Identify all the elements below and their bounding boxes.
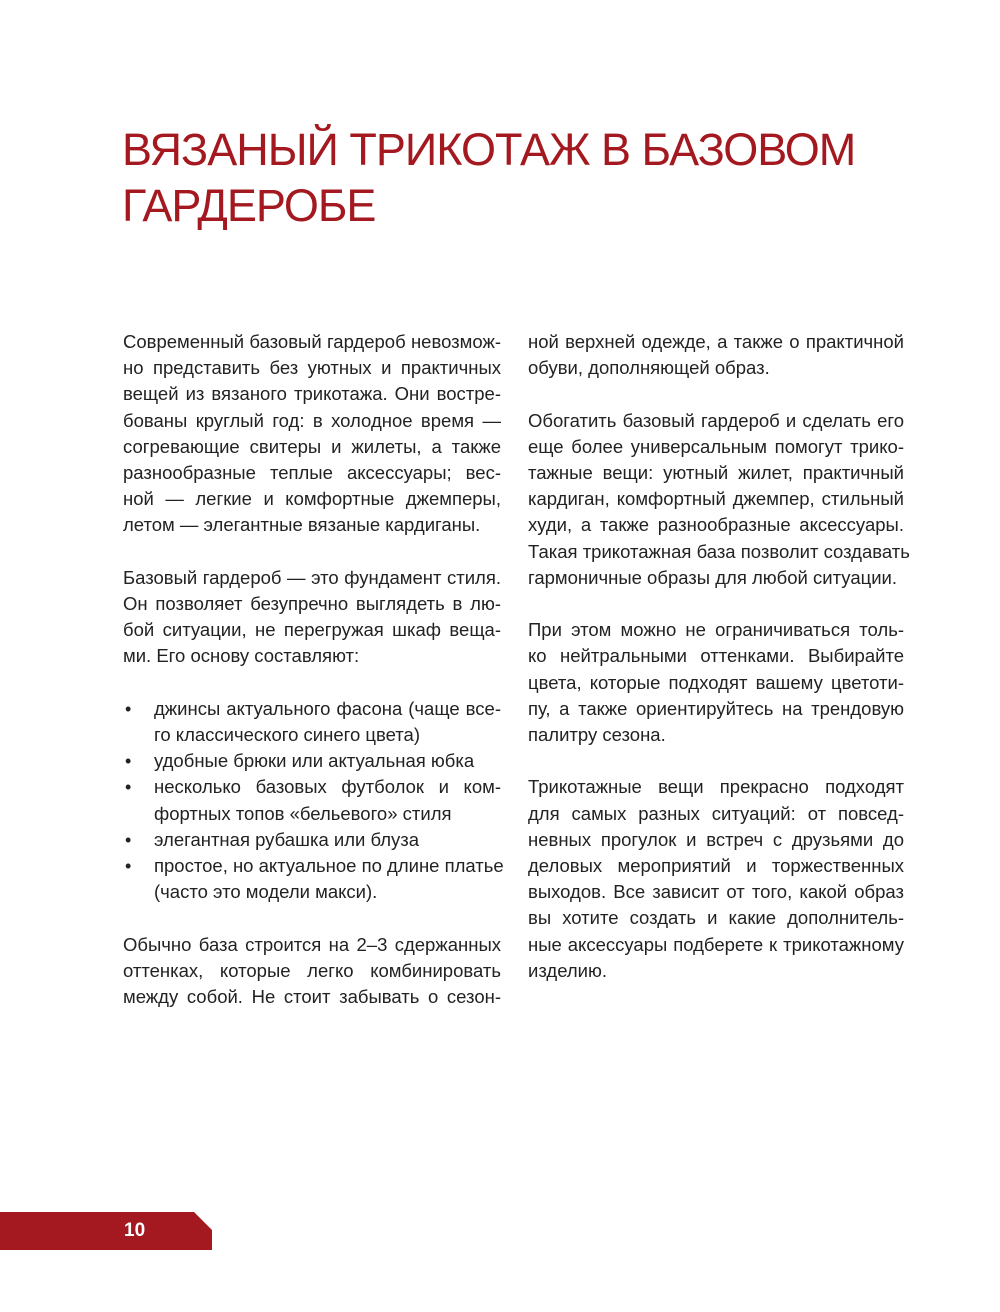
text-line: для самых разных ситуаций: от повсед- bbox=[528, 802, 904, 824]
list-item-line: простое, но актуальное по длине платье bbox=[154, 855, 504, 877]
text-line: ми. Его основу составляют: bbox=[123, 645, 360, 667]
text-line: Базовый гардероб — это фундамент стиля. bbox=[123, 566, 501, 588]
bullet-icon: • bbox=[125, 698, 132, 719]
color-base-paragraph bbox=[123, 932, 501, 1011]
list-item-line: го классического синего цвета) bbox=[154, 724, 420, 746]
situations-paragraph bbox=[528, 774, 904, 984]
text-line: ной верхней одежде, а также о практичной bbox=[528, 331, 904, 352]
page-title-line: ВЯЗАНЫЙ ТРИКОТАЖ В БАЗОВОМ bbox=[122, 124, 856, 175]
list-item bbox=[123, 827, 501, 853]
list-item bbox=[123, 853, 504, 905]
text-line: бованы круглый год: в холодное время — bbox=[123, 409, 501, 431]
list-item-line: (часто это модели макси). bbox=[154, 881, 378, 903]
bullet-icon: • bbox=[125, 856, 132, 877]
list-item bbox=[123, 696, 501, 748]
color-choice-paragraph bbox=[528, 617, 904, 748]
page-number-tab bbox=[0, 1212, 212, 1250]
text-line: Он позволяет безупречно выглядеть в лю- bbox=[123, 593, 501, 615]
page-number: 10 bbox=[124, 1220, 146, 1241]
list-item-line: элегантная рубашка или блуза bbox=[154, 828, 420, 850]
wardrobe-basics-paragraph bbox=[123, 565, 501, 670]
bullet-icon: • bbox=[125, 751, 132, 772]
page-title bbox=[122, 122, 902, 234]
text-line: кардиган, комфортный джемпер, стильный bbox=[528, 488, 904, 510]
text-line: изделию. bbox=[528, 959, 608, 981]
bullet-icon: • bbox=[125, 829, 132, 850]
text-line: вы хотите создать и какие дополнитель- bbox=[528, 907, 904, 929]
right-column bbox=[528, 329, 910, 1010]
text-line: худи, а также разнообразные аксессуары. bbox=[528, 514, 904, 536]
text-line: Обогатить базовый гардероб и сделать его bbox=[528, 409, 904, 431]
text-line: пу, а также ориентируйтесь на трендовую bbox=[528, 697, 904, 719]
text-line: между собой. Не стоит забывать о сезон- bbox=[123, 986, 501, 1008]
text-line: обуви, дополняющей образ. bbox=[528, 357, 770, 379]
list-item-line: джинсы актуального фасона (чаще все- bbox=[154, 697, 501, 719]
text-line: Трикотажные вещи прекрасно подходят bbox=[528, 776, 904, 798]
text-line: ной — легкие и комфортные джемперы, bbox=[123, 488, 501, 510]
text-line: палитру сезона. bbox=[528, 724, 666, 746]
bullet-icon: • bbox=[125, 777, 132, 798]
intro-paragraph bbox=[123, 329, 501, 539]
text-line: Современный базовый гардероб невозмож- bbox=[123, 331, 501, 352]
text-line: оттенках, которые легко комбинировать bbox=[123, 959, 501, 981]
text-line: цвета, которые подходят вашему цветоти- bbox=[528, 671, 904, 693]
text-line: тажные вещи: уютный жилет, практичный bbox=[528, 462, 904, 483]
list-item-line: удобные брюки или актуальная юбка bbox=[154, 750, 475, 772]
list-item-line: фортных топов «бельевого» стиля bbox=[154, 802, 452, 824]
text-line: бой ситуации, не перегружая шкаф веща- bbox=[123, 619, 501, 641]
text-line: невных прогулок и встреч с друзьями до bbox=[528, 828, 904, 850]
text-line: гармоничные образы для любой ситуации. bbox=[528, 566, 898, 588]
knitwear-base-paragraph bbox=[528, 408, 910, 591]
list-item bbox=[123, 774, 501, 826]
text-line: деловых мероприятий и торжественных bbox=[528, 855, 904, 877]
text-line: выходов. Все зависит от того, какой образ bbox=[528, 881, 904, 903]
text-line: Обычно база строится на 2–3 сдержанных bbox=[123, 933, 501, 955]
text-line: еще более универсальным помогут трико- bbox=[528, 435, 904, 457]
text-line: ко нейтральными оттенками. Выбирайте bbox=[528, 645, 904, 667]
text-line: разнообразные теплые аксессуары; вес- bbox=[123, 462, 501, 484]
outerwear-paragraph bbox=[528, 329, 904, 381]
text-line: ные аксессуары подберете к трикотажному bbox=[528, 933, 904, 955]
text-line: Такая трикотажная база позволит создавать bbox=[528, 540, 910, 562]
list-item bbox=[123, 748, 501, 774]
text-line: летом — элегантные вязаные кардиганы. bbox=[123, 514, 481, 536]
text-line: вещей из вязаного трикотажа. Они востре- bbox=[123, 383, 501, 405]
page-title-line: ГАРДЕРОБЕ bbox=[122, 180, 376, 231]
wardrobe-items-list bbox=[123, 696, 504, 906]
text-line: но представить без уютных и практичных bbox=[123, 357, 501, 379]
left-column bbox=[123, 329, 504, 1036]
text-line: согревающие свитеры и жилеты, а также bbox=[123, 435, 501, 457]
list-item-line: несколько базовых футболок и ком- bbox=[154, 776, 501, 798]
text-line: При этом можно не ограничиваться толь- bbox=[528, 619, 904, 641]
